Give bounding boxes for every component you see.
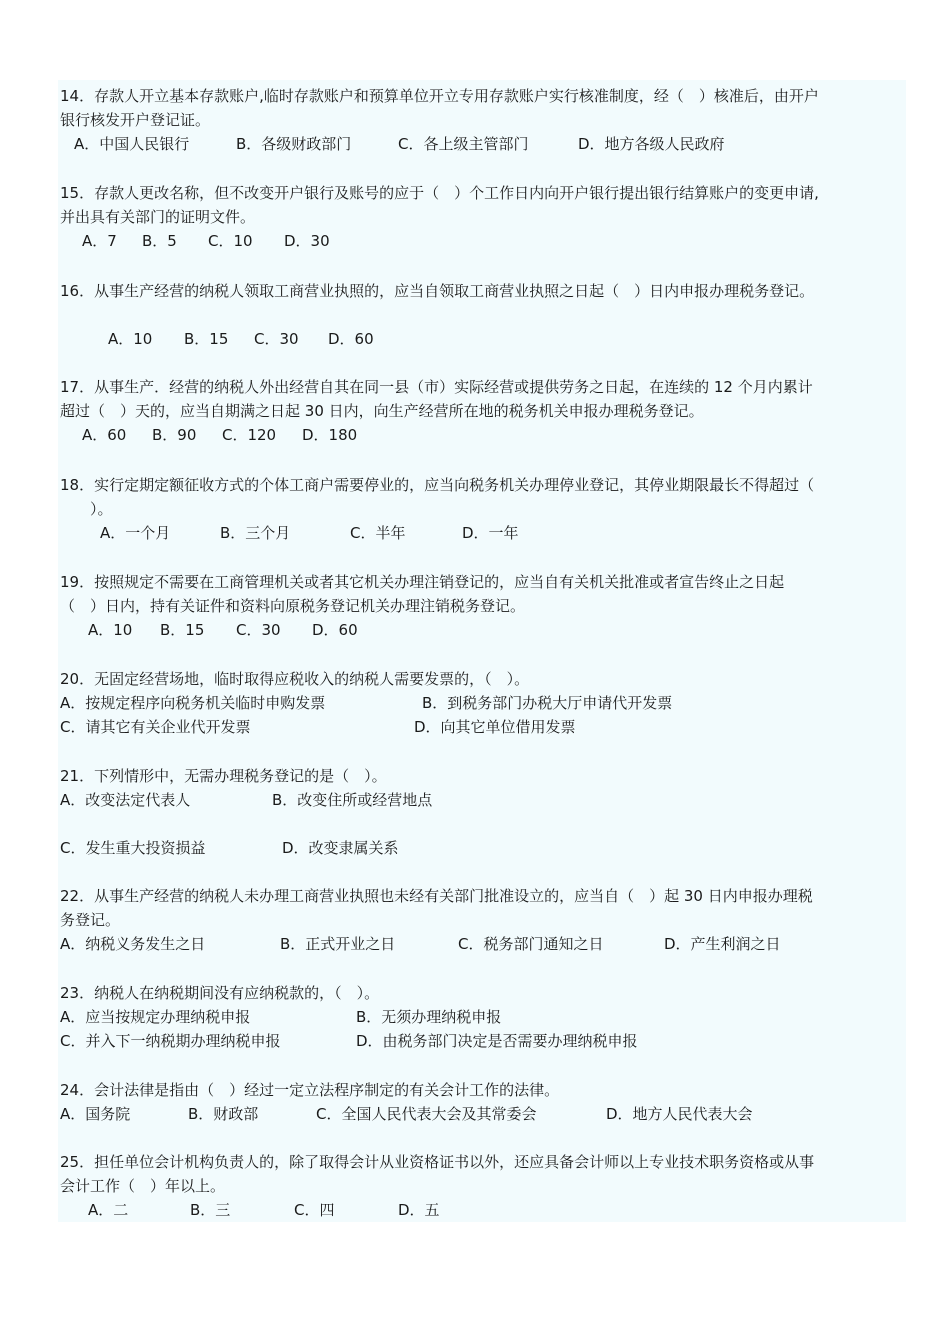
option-b: B．各级财政部门: [236, 135, 352, 153]
question-15: [60, 181, 910, 253]
question-25: [60, 1150, 910, 1222]
option-c: C．全国人民代表大会及其常委会: [316, 1105, 537, 1123]
option-c: C．半年: [350, 524, 406, 542]
option-b: B．三个月: [220, 524, 291, 542]
question-text: 会计工作（ ）年以上。: [60, 1177, 226, 1195]
option-d: D．向其它单位借用发票: [414, 718, 576, 736]
option-d: D．60: [312, 621, 358, 639]
question-16: [60, 279, 910, 351]
question-19: [60, 570, 910, 642]
option-d: D．改变隶属关系: [282, 839, 399, 857]
option-b: B．15: [184, 330, 229, 348]
option-a: A．改变法定代表人: [60, 791, 191, 809]
question-24: [60, 1078, 910, 1126]
question-text: 23．纳税人在纳税期间没有应纳税款的，（ ）。: [60, 984, 380, 1002]
question-23: [60, 981, 910, 1053]
question-text: 24．会计法律是指由（ ）经过一定立法程序制定的有关会计工作的法律。: [60, 1081, 560, 1099]
option-c: C．四: [294, 1201, 335, 1219]
option-b: B．无须办理纳税申报: [356, 1008, 502, 1026]
question-text: 22．从事生产经营的纳税人未办理工商营业执照也未经有关部门批准设立的，应当自（ ）起 30 日内申报办理税: [60, 887, 813, 905]
option-a: A．60: [82, 426, 127, 444]
question-14: [60, 84, 910, 156]
question-text: 19．按照规定不需要在工商管理机关或者其它机关办理注销登记的，应当自有关机关批准或者宣告终止之日起: [60, 573, 785, 591]
question-21: [60, 764, 910, 860]
option-c: C．各上级主管部门: [398, 135, 529, 153]
option-b: B．90: [152, 426, 197, 444]
question-text: 14．存款人开立基本存款账户,临时存款账户和预算单位开立专用存款账户实行核准制度，经（ ）核准后，由开户: [60, 87, 819, 105]
question-text: （ ）日内，持有关证件和资料向原税务登记机关办理注销税务登记。: [60, 597, 526, 615]
question-text: 银行核发开户登记证。: [60, 111, 211, 129]
option-a: A．纳税义务发生之日: [60, 935, 206, 953]
option-c: C．并入下一纳税期办理纳税申报: [60, 1032, 281, 1050]
question-text: 并出具有关部门的证明文件。: [60, 208, 256, 226]
option-c: C．120: [222, 426, 277, 444]
option-a: A．10: [108, 330, 153, 348]
option-a: A．一个月: [100, 524, 171, 542]
question-text: 务登记。: [60, 911, 121, 929]
question-18: [60, 473, 910, 545]
option-c: C．10: [208, 232, 253, 250]
option-b: B．三: [190, 1201, 231, 1219]
option-b: B．正式开业之日: [280, 935, 396, 953]
option-b: B．到税务部门办税大厅申请代开发票: [422, 694, 673, 712]
option-d: D．地方各级人民政府: [578, 135, 725, 153]
option-c: C．发生重大投资损益: [60, 839, 206, 857]
option-b: B．15: [160, 621, 205, 639]
option-a: A．7: [82, 232, 117, 250]
option-c: C．30: [236, 621, 281, 639]
option-b: B．财政部: [188, 1105, 259, 1123]
question-17: [60, 375, 910, 447]
question-text: 18．实行定期定额征收方式的个体工商户需要停业的，应当向税务机关办理停业登记，其停业期限最长不得超过（: [60, 476, 815, 494]
question-text: 16．从事生产经营的纳税人领取工商营业执照的，应当自领取工商营业执照之日起（ ）日内申报办理税务登记。: [60, 282, 815, 300]
question-text: 21．下列情形中，无需办理税务登记的是（ ）。: [60, 767, 387, 785]
option-c: C．30: [254, 330, 299, 348]
option-d: D．由税务部门决定是否需要办理纳税申报: [356, 1032, 638, 1050]
option-a: A．国务院: [60, 1105, 131, 1123]
option-d: D．一年: [462, 524, 519, 542]
option-d: D．30: [284, 232, 330, 250]
option-a: A．按规定程序向税务机关临时申购发票: [60, 694, 326, 712]
option-d: D．五: [398, 1201, 440, 1219]
option-b: B．改变住所或经营地点: [272, 791, 433, 809]
question-22: [60, 884, 910, 956]
option-b: B．5: [142, 232, 177, 250]
option-d: D．180: [302, 426, 358, 444]
question-text: 15．存款人更改名称，但不改变开户银行及账号的应于（ ）个工作日内向开户银行提出银行结算账户的变更申请,: [60, 184, 819, 202]
option-c: C．税务部门通知之日: [458, 935, 604, 953]
question-text: 20．无固定经营场地，临时取得应税收入的纳税人需要发票的，（ ）。: [60, 670, 530, 688]
option-d: D．产生利润之日: [664, 935, 781, 953]
option-d: D．60: [328, 330, 374, 348]
question-text: 17．从事生产．经营的纳税人外出经营自其在同一县（市）实际经营或提供劳务之日起，在连续的 12 个月内累计: [60, 378, 813, 396]
option-d: D．地方人民代表大会: [606, 1105, 753, 1123]
option-a: A．中国人民银行: [74, 135, 190, 153]
question-text: 25．担任单位会计机构负责人的，除了取得会计从业资格证书以外，还应具备会计师以上专业技术职务资格或从事: [60, 1153, 815, 1171]
option-a: A．10: [88, 621, 133, 639]
option-a: A．二: [88, 1201, 129, 1219]
question-text: ）。: [60, 500, 113, 518]
question-20: [60, 667, 910, 739]
option-c: C．请其它有关企业代开发票: [60, 718, 251, 736]
question-text: 超过（ ）天的，应当自期满之日起 30 日内，向生产经营所在地的税务机关申报办理税务登记。: [60, 402, 704, 420]
option-a: A．应当按规定办理纳税申报: [60, 1008, 251, 1026]
